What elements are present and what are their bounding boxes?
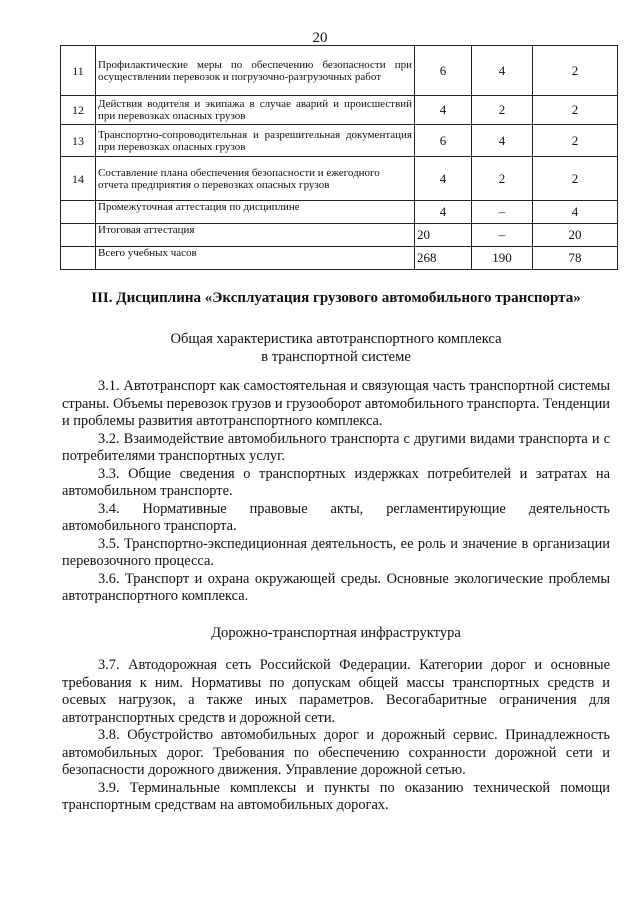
total-hours: 4 (415, 201, 472, 224)
table-row (61, 224, 618, 247)
subsection-title-1 (62, 330, 610, 366)
table-row (61, 125, 618, 157)
row-number (61, 224, 96, 247)
subsection-title-2: Дорожно-транспортная инфраструктура (211, 625, 461, 641)
paragraph: 3.6. Транспорт и охрана окружающей среды. Основные экологические проблемы автотранспортного комплекса. (62, 570, 610, 604)
practice-hours: 78 (533, 247, 618, 270)
table-row (61, 201, 618, 224)
theory-hours: 190 (472, 247, 533, 270)
page-number: 20 (312, 30, 328, 46)
paragraph: 3.9. Терминальные комплексы и пункты по оказанию технической помощи транспортным средствам на автомобильных дорогах. (62, 779, 610, 813)
row-number (61, 201, 96, 224)
topic-name: Итоговая аттестация (96, 224, 415, 247)
practice-hours: 20 (533, 224, 618, 247)
practice-hours: 2 (533, 96, 618, 125)
paragraph: 3.4. Нормативные правовые акты, регламентирующие деятельность автомобильного транспорта. (62, 500, 610, 534)
table-row (61, 96, 618, 125)
total-hours: 268 (415, 247, 472, 270)
topic-name: Транспортно-сопроводительная и разрешительная документация при перевозках опасных грузов (96, 125, 415, 157)
table-row (61, 157, 618, 201)
subsection-2-text (62, 657, 610, 815)
topic-name: Профилактические меры по обеспечению безопасности при осуществлении перевозок и погрузочно-разгрузочных работ (96, 46, 415, 96)
topic-name: Всего учебных часов (96, 247, 415, 270)
theory-hours: – (472, 201, 533, 224)
paragraph: 3.2. Взаимодействие автомобильного транспорта с другими видами транспорта и с потребителями транспортных услуг. (62, 430, 610, 464)
subsection-1-text (62, 378, 610, 606)
total-hours: 6 (415, 125, 472, 157)
total-hours: 6 (415, 46, 472, 96)
paragraph: 3.1. Автотранспорт как самостоятельная и связующая часть транспортной системы страны. Объемы перевозок грузов и грузооборот автомобильного транспорта. Тенденции и проблемы развития автотранспортного комплекса. (62, 378, 610, 429)
paragraph: 3.3. Общие сведения о транспортных издержках потребителей и затратах на автомобильном транспорте. (62, 465, 610, 499)
row-number (61, 247, 96, 270)
total-hours: 4 (415, 157, 472, 201)
paragraph: 3.5. Транспортно-экспедиционная деятельность, ее роль и значение в организации перевозочного процесса. (62, 535, 610, 569)
row-number: 11 (61, 46, 96, 96)
table-row (61, 247, 618, 270)
theory-hours: 4 (472, 46, 533, 96)
table-row (61, 46, 618, 96)
theory-hours: 2 (472, 157, 533, 201)
practice-hours: 4 (533, 201, 618, 224)
theory-hours: 4 (472, 125, 533, 157)
topic-name: Промежуточная аттестация по дисциплине (96, 201, 415, 224)
hours-table (60, 45, 618, 270)
total-hours: 20 (415, 224, 472, 247)
theory-hours: 2 (472, 96, 533, 125)
topic-name: Составление плана обеспечения безопасности и ежегодного отчета предприятия о перевозках опасных грузов (96, 157, 415, 201)
subsection-title-line: Общая характеристика автотранспортного комплекса (170, 331, 502, 347)
row-number: 14 (61, 157, 96, 201)
total-hours: 4 (415, 96, 472, 125)
paragraph: 3.8. Обустройство автомобильных дорог и дорожный сервис. Принадлежность автомобильных дорог. Требования по обеспечению сохранности дорожной сети и безопасности дорожного движения. Управление дорожной сетью. (62, 727, 610, 778)
subsection-title-line: в транспортной системе (261, 349, 411, 365)
section-title: III. Дисциплина «Эксплуатация грузового автомобильного транспорта» (91, 290, 581, 306)
practice-hours: 2 (533, 46, 618, 96)
practice-hours: 2 (533, 125, 618, 157)
row-number: 13 (61, 125, 96, 157)
topic-name: Действия водителя и экипажа в случае аварий и происшествий при перевозках опасных грузов (96, 96, 415, 125)
row-number: 12 (61, 96, 96, 125)
theory-hours: – (472, 224, 533, 247)
paragraph: 3.7. Автодорожная сеть Российской Федерации. Категории дорог и основные требования к ним. Нормативы по допускам общей массы транспортных средств и осевых нагрузок, а также иных параметров. Весогабаритные ограничения для автотранспортных средств и дорожной сети. (62, 657, 610, 726)
practice-hours: 2 (533, 157, 618, 201)
